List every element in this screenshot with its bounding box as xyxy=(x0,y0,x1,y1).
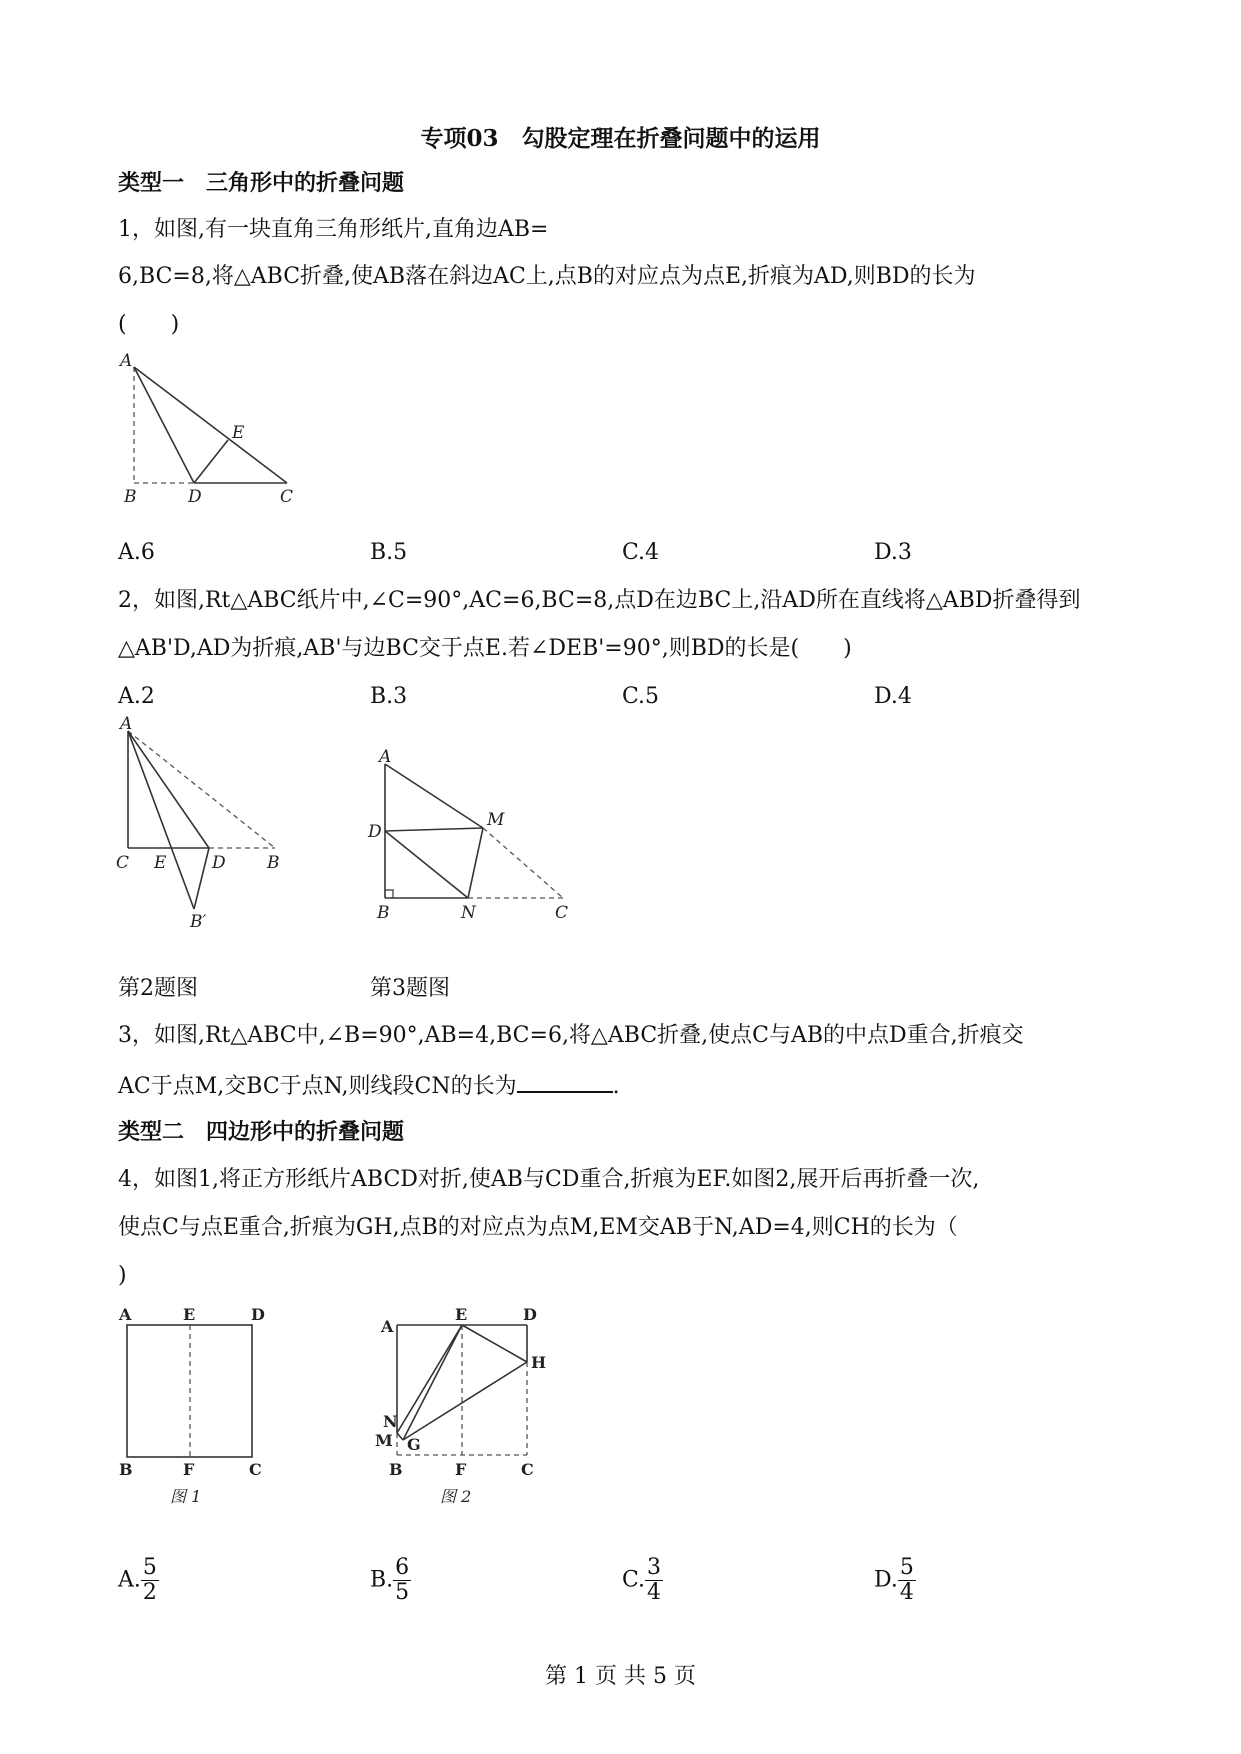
q4-option-d xyxy=(874,1556,916,1605)
q4-option-a-den: 2 xyxy=(142,1580,157,1605)
q4-line-2: 使点C与点E重合,折痕为GH,点B的对应点为点M,EM交AB于N,AD=4,则CH的长为（ xyxy=(118,1215,958,1240)
q3-label-m: M xyxy=(487,810,505,830)
q2-option-d: D.4 xyxy=(874,684,912,709)
q4-fig1-label-b: B xyxy=(119,1460,133,1479)
q2-option-a: A.2 xyxy=(118,684,155,709)
q4-fig2-label-n: N xyxy=(383,1412,398,1431)
q4-option-b-num: 6 xyxy=(395,1555,410,1580)
q4-fig1-label-c: C xyxy=(249,1460,262,1479)
page-title: 专项03 勾股定理在折叠问题中的运用 xyxy=(420,125,821,152)
q1-label-b: B xyxy=(124,487,137,507)
q4-option-d-prefix: D. xyxy=(874,1567,898,1593)
q3-line-2-text: AC于点M,交BC于点N,则线段CN的长为 xyxy=(118,1074,517,1099)
q3-label-d: D xyxy=(368,822,382,842)
q4-option-a-fraction xyxy=(141,1556,159,1605)
q1-line-1: 1，如图,有一块直角三角形纸片,直角边AB= xyxy=(118,217,549,242)
q3-figure xyxy=(365,747,575,930)
q3-label-n: N xyxy=(461,903,476,923)
q1-label-e: E xyxy=(232,423,245,443)
q4-fig2-label-d: D xyxy=(523,1305,537,1324)
q4-line-3: ) xyxy=(118,1263,127,1288)
q4-fig2-label-f: F xyxy=(455,1460,467,1479)
q4-fig2-label-m: M xyxy=(375,1431,393,1450)
q2-option-c: C.5 xyxy=(622,684,660,709)
q4-fig2-caption: 图 2 xyxy=(440,1487,472,1506)
q4-fig1-caption: 图 1 xyxy=(170,1487,202,1506)
q4-fig1-label-f: F xyxy=(183,1460,195,1479)
q4-option-d-fraction xyxy=(898,1556,916,1605)
q2-label-b: B xyxy=(267,853,280,873)
q4-option-b-fraction xyxy=(393,1556,411,1605)
section-heading-2: 类型二 四边形中的折叠问题 xyxy=(118,1119,405,1145)
q4-fig2-label-h: H xyxy=(531,1353,547,1372)
q2-label-b-prime: B′ xyxy=(190,912,207,932)
q4-option-a xyxy=(118,1556,159,1605)
q3-line-2-end: . xyxy=(612,1074,620,1099)
q4-option-b xyxy=(370,1556,411,1605)
q4-option-c-prefix: C. xyxy=(622,1567,646,1593)
q1-option-c: C.4 xyxy=(622,540,660,565)
q1-figure xyxy=(110,350,310,507)
q4-fig2-label-e: E xyxy=(455,1305,468,1324)
q4-option-c-num: 3 xyxy=(647,1555,662,1580)
q4-option-d-den: 4 xyxy=(899,1580,914,1605)
q2-label-d: D xyxy=(212,853,226,873)
q4-option-b-den: 5 xyxy=(395,1580,410,1605)
q1-line-2: 6,BC=8,将△ABC折叠,使AB落在斜边AC上,点B的对应点为点E,折痕为AD,则BD的长为 xyxy=(118,264,976,289)
q2-label-e: E xyxy=(154,853,167,873)
q4-option-c-den: 4 xyxy=(647,1580,662,1605)
q2-label-a: A xyxy=(120,714,133,734)
section-heading-1: 类型一 三角形中的折叠问题 xyxy=(118,170,405,196)
q3-line-1: 3，如图,Rt△ABC中,∠B=90°,AB=4,BC=6,将△ABC折叠,使点C与AB的中点D重合,折痕交 xyxy=(118,1023,1024,1048)
q1-option-a: A.6 xyxy=(118,540,155,565)
q4-option-d-num: 5 xyxy=(899,1555,914,1580)
q4-figure-1 xyxy=(115,1300,285,1506)
q4-option-a-num: 5 xyxy=(142,1555,157,1580)
q2-label-c: C xyxy=(116,853,130,873)
answer-blank xyxy=(517,1069,613,1093)
q1-label-d: D xyxy=(188,487,202,507)
q3-label-c: C xyxy=(555,903,569,923)
q3-figure-caption: 第3题图 xyxy=(370,976,450,1001)
q1-label-c: C xyxy=(280,487,294,507)
q3-label-a: A xyxy=(379,747,392,767)
q4-figure-2 xyxy=(365,1300,555,1506)
q1-label-a: A xyxy=(120,351,133,371)
page-footer: 第 1 页 共 5 页 xyxy=(545,1664,696,1689)
q1-option-d: D.3 xyxy=(874,540,912,565)
q3-line-2 xyxy=(118,1069,620,1102)
q4-option-b-prefix: B. xyxy=(370,1567,394,1593)
q1-option-b: B.5 xyxy=(370,540,408,565)
q4-fig1-label-a: A xyxy=(119,1305,132,1324)
q2-figure xyxy=(110,714,300,935)
q4-fig2-label-c: C xyxy=(521,1460,534,1479)
q4-fig2-label-g: G xyxy=(407,1435,421,1454)
q2-option-b: B.3 xyxy=(370,684,408,709)
q4-option-c xyxy=(622,1556,663,1605)
q1-line-3: ( ) xyxy=(118,312,180,337)
q4-line-1: 4，如图1,将正方形纸片ABCD对折,使AB与CD重合,折痕为EF.如图2,展开后再折叠一次, xyxy=(118,1167,980,1192)
q4-fig2-label-a: A xyxy=(381,1317,394,1336)
q4-option-c-fraction xyxy=(645,1556,663,1605)
q2-line-1: 2，如图,Rt△ABC纸片中,∠C=90°,AC=6,BC=8,点D在边BC上,沿AD所在直线将△ABD折叠得到 xyxy=(118,588,1081,613)
q4-fig1-label-e: E xyxy=(183,1305,196,1324)
q2-figure-caption: 第2题图 xyxy=(118,976,198,1001)
q4-fig1-label-d: D xyxy=(251,1305,265,1324)
q4-fig2-label-b: B xyxy=(389,1460,403,1479)
q2-line-2: △AB'D,AD为折痕,AB'与边BC交于点E.若∠DEB'=90°,则BD的长是( ) xyxy=(118,636,852,661)
q3-label-b: B xyxy=(377,903,390,923)
q4-option-a-prefix: A. xyxy=(118,1567,141,1593)
